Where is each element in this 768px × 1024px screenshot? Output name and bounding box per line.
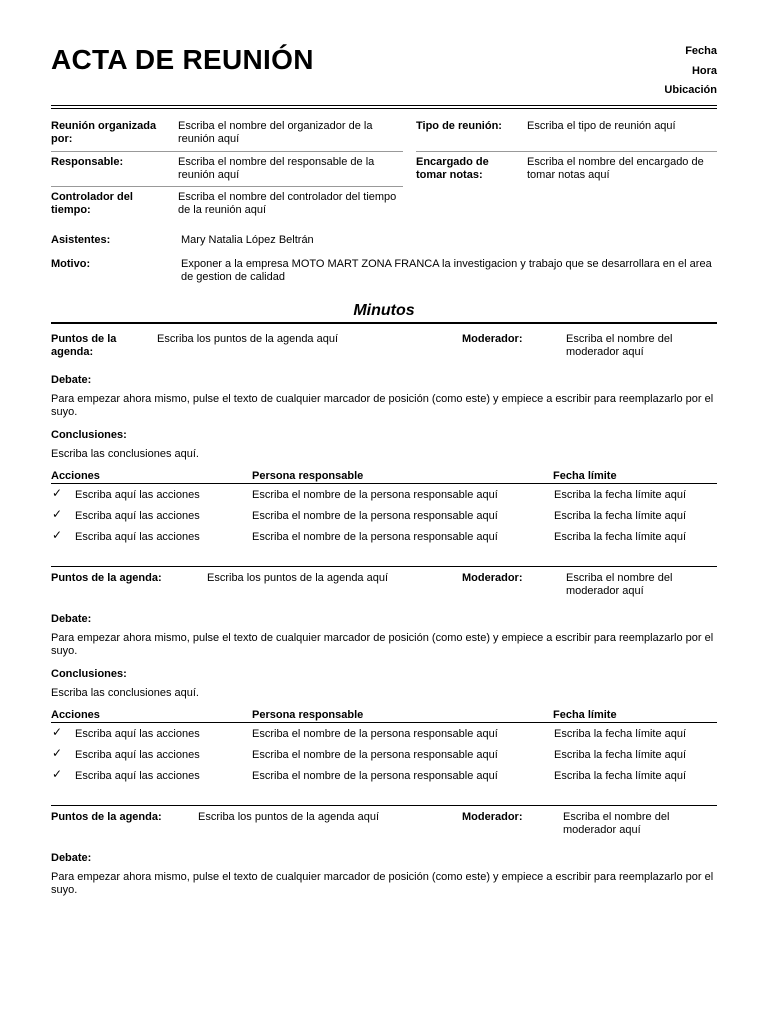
conclusions-value[interactable]: Escriba las conclusiones aquí. bbox=[51, 687, 199, 699]
section-divider bbox=[51, 805, 717, 806]
action-person[interactable]: Escriba el nombre de la persona responsable aquí bbox=[252, 531, 498, 543]
action-deadline[interactable]: Escriba la fecha límite aquí bbox=[554, 770, 687, 782]
actions-divider bbox=[51, 483, 717, 484]
check-icon: ✓ bbox=[52, 725, 63, 739]
conclusions-label: Conclusiones: bbox=[51, 429, 127, 441]
check-icon: ✓ bbox=[52, 528, 63, 542]
meeting-meta bbox=[664, 45, 717, 104]
action-deadline[interactable]: Escriba la fecha límite aquí bbox=[554, 510, 687, 522]
action-person[interactable]: Escriba el nombre de la persona responsable aquí bbox=[252, 510, 498, 522]
agenda-label: Puntos de la agenda: bbox=[51, 572, 162, 584]
actions-header: Acciones bbox=[51, 470, 100, 482]
action-text[interactable]: Escriba aquí las acciones bbox=[75, 531, 200, 543]
action-text[interactable]: Escriba aquí las acciones bbox=[75, 510, 200, 522]
action-person[interactable]: Escriba el nombre de la persona responsable aquí bbox=[252, 770, 498, 782]
debate-label: Debate: bbox=[51, 852, 92, 864]
organizer-value[interactable]: Escriba el nombre del organizador de la reunión aquí bbox=[178, 120, 373, 145]
check-icon: ✓ bbox=[52, 767, 63, 781]
debate-value[interactable]: Para empezar ahora mismo, pulse el texto de cualquier marcador de posición (como este) y empiece a escribir para reemplazarlo por el suyo. bbox=[51, 632, 714, 657]
debate-label: Debate: bbox=[51, 374, 92, 386]
attendees-label: Asistentes: bbox=[51, 234, 111, 246]
debate-value[interactable]: Para empezar ahora mismo, pulse el texto de cualquier marcador de posición (como este) y empiece a escribir para reemplazarlo por el suyo. bbox=[51, 393, 714, 418]
note-taker-label: Encargado de tomar notas: bbox=[416, 156, 489, 181]
info-divider bbox=[51, 151, 403, 152]
responsible-value[interactable]: Escriba el nombre del responsable de la reunión aquí bbox=[178, 156, 375, 181]
motive-value[interactable]: Exponer a la empresa MOTO MART ZONA FRANCA la investigacion y trabajo que se desarrollara en el area de gestion de calidad bbox=[181, 258, 712, 283]
minutes-heading: Minutos bbox=[353, 302, 415, 319]
document-title: ACTA DE REUNIÓN bbox=[51, 44, 314, 75]
responsible-label: Responsable: bbox=[51, 156, 124, 168]
deadline-header: Fecha límite bbox=[553, 470, 617, 482]
agenda-label: Puntos de la agenda: bbox=[51, 333, 117, 358]
moderator-label: Moderador: bbox=[462, 572, 523, 584]
conclusions-label: Conclusiones: bbox=[51, 668, 127, 680]
action-deadline[interactable]: Escriba la fecha límite aquí bbox=[554, 489, 687, 501]
conclusions-value[interactable]: Escriba las conclusiones aquí. bbox=[51, 448, 199, 460]
timekeeper-label: Controlador del tiempo: bbox=[51, 191, 133, 216]
moderator-value[interactable]: Escriba el nombre del moderador aquí bbox=[563, 811, 670, 836]
header-divider bbox=[51, 105, 717, 109]
agenda-value[interactable]: Escriba los puntos de la agenda aquí bbox=[198, 811, 380, 823]
info-divider bbox=[416, 151, 717, 152]
actions-divider bbox=[51, 722, 717, 723]
minutes-divider bbox=[51, 322, 717, 324]
action-text[interactable]: Escriba aquí las acciones bbox=[75, 728, 200, 740]
date-field[interactable]: Fecha bbox=[685, 45, 717, 57]
location-field[interactable]: Ubicación bbox=[664, 84, 717, 96]
check-icon: ✓ bbox=[52, 746, 63, 760]
action-person[interactable]: Escriba el nombre de la persona responsable aquí bbox=[252, 728, 498, 740]
moderator-value[interactable]: Escriba el nombre del moderador aquí bbox=[566, 333, 673, 358]
check-icon: ✓ bbox=[52, 507, 63, 521]
action-person[interactable]: Escriba el nombre de la persona responsable aquí bbox=[252, 749, 498, 761]
meeting-type-label: Tipo de reunión: bbox=[416, 120, 502, 132]
debate-value[interactable]: Para empezar ahora mismo, pulse el texto de cualquier marcador de posición (como este) y empiece a escribir para reemplazarlo por el suyo. bbox=[51, 871, 714, 896]
action-text[interactable]: Escriba aquí las acciones bbox=[75, 489, 200, 501]
responsible-person-header: Persona responsable bbox=[252, 470, 364, 482]
motive-label: Motivo: bbox=[51, 258, 91, 270]
action-text[interactable]: Escriba aquí las acciones bbox=[75, 770, 200, 782]
agenda-label: Puntos de la agenda: bbox=[51, 811, 162, 823]
action-deadline[interactable]: Escriba la fecha límite aquí bbox=[554, 531, 687, 543]
action-text[interactable]: Escriba aquí las acciones bbox=[75, 749, 200, 761]
attendees-value[interactable]: Mary Natalia López Beltrán bbox=[181, 234, 314, 246]
responsible-person-header: Persona responsable bbox=[252, 709, 364, 721]
section-divider bbox=[51, 566, 717, 567]
meeting-type-value[interactable]: Escriba el tipo de reunión aquí bbox=[527, 120, 676, 132]
agenda-value[interactable]: Escriba los puntos de la agenda aquí bbox=[207, 572, 389, 584]
check-icon: ✓ bbox=[52, 486, 63, 500]
timekeeper-value[interactable]: Escriba el nombre del controlador del tiempo de la reunión aquí bbox=[178, 191, 397, 216]
note-taker-value[interactable]: Escriba el nombre del encargado de tomar notas aquí bbox=[527, 156, 704, 181]
action-person[interactable]: Escriba el nombre de la persona responsable aquí bbox=[252, 489, 498, 501]
deadline-header: Fecha límite bbox=[553, 709, 617, 721]
info-divider bbox=[51, 186, 403, 187]
debate-label: Debate: bbox=[51, 613, 92, 625]
time-field[interactable]: Hora bbox=[691, 64, 717, 77]
action-deadline[interactable]: Escriba la fecha límite aquí bbox=[554, 749, 687, 761]
moderator-label: Moderador: bbox=[462, 811, 523, 823]
moderator-value[interactable]: Escriba el nombre del moderador aquí bbox=[566, 572, 673, 597]
organizer-label: Reunión organizada por: bbox=[51, 120, 157, 145]
actions-header: Acciones bbox=[51, 709, 100, 721]
action-deadline[interactable]: Escriba la fecha límite aquí bbox=[554, 728, 687, 740]
moderator-label: Moderador: bbox=[462, 333, 523, 345]
agenda-value[interactable]: Escriba los puntos de la agenda aquí bbox=[157, 333, 339, 345]
